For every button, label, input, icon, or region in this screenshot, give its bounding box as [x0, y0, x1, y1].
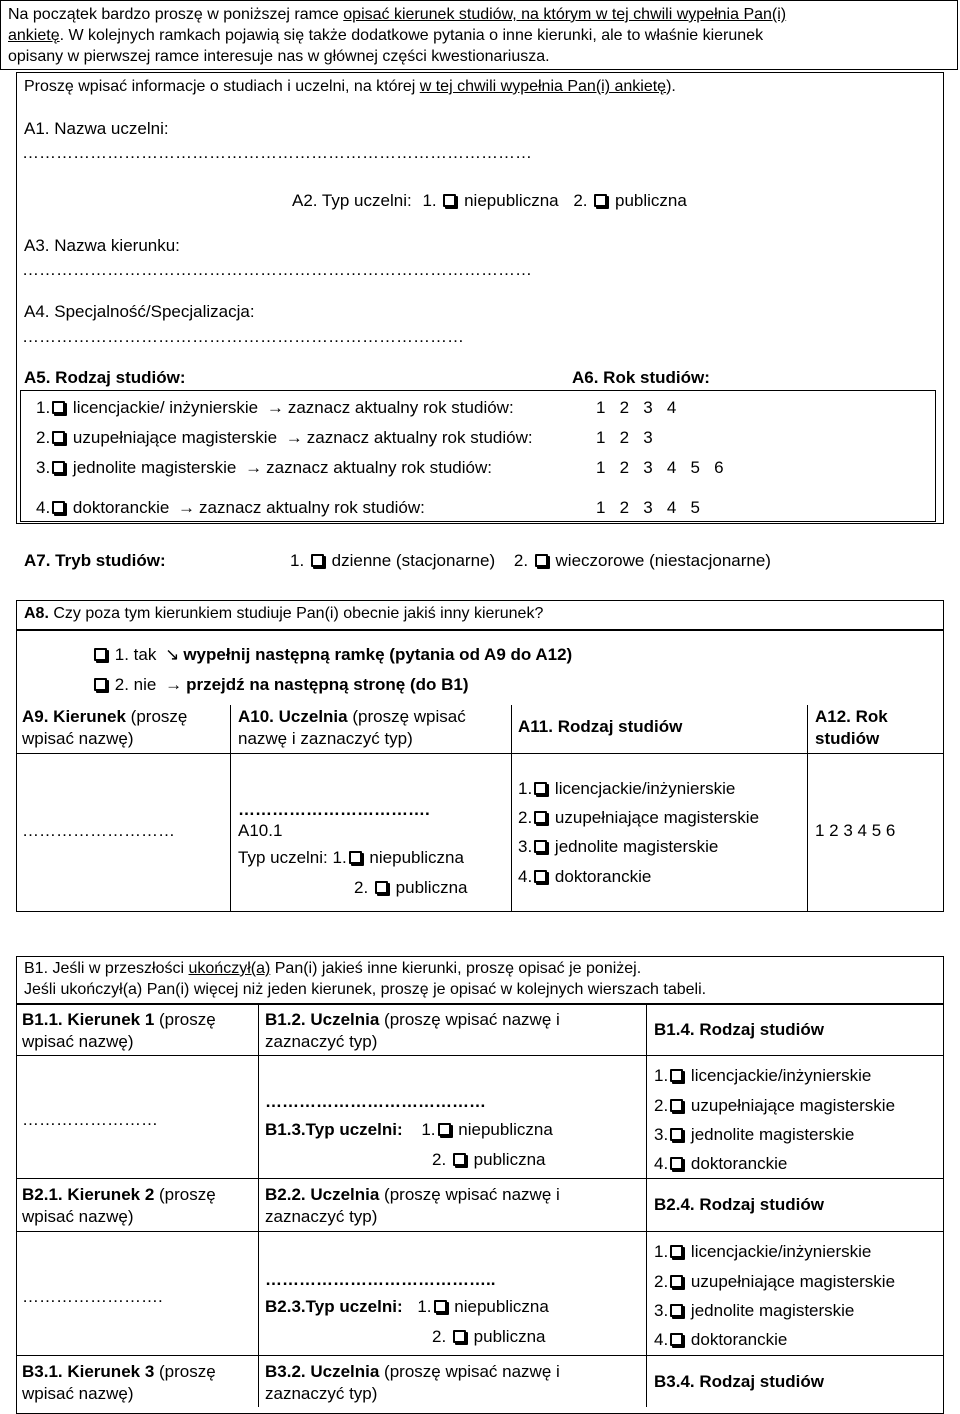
b2-study-opt-2	[654, 1272, 895, 1292]
a10-type-row	[238, 848, 464, 868]
study-type-row-1	[36, 398, 514, 418]
a2-opt1-num: 1.	[422, 191, 437, 210]
b2-kierunek-header	[22, 1184, 254, 1228]
a8-label: A8.	[24, 605, 49, 622]
b-row-divider-3	[16, 1231, 944, 1232]
b2-opt1-num: 1.	[417, 1297, 432, 1316]
a3-name-field[interactable]: ………………………………………………………………………………	[22, 260, 532, 279]
b1-study-num: 1.	[654, 1066, 669, 1085]
b2-study-num: 2.	[654, 1272, 669, 1291]
a11-opt-label: jednolite magisterskie	[554, 837, 719, 856]
b2-uczelnia-label: B2.2. Uczelnia	[265, 1185, 380, 1204]
a11-opt-4	[518, 867, 651, 887]
a11-opt-2	[518, 808, 759, 828]
study-type-num: 1.	[36, 398, 51, 417]
a8-opt1-instruction: wypełnij następną ramkę (pytania od A9 do A12)	[183, 645, 573, 664]
intro-underlined: opisać kierunek studiów, na którym w tej chwili wypełnia Pan(i)	[343, 6, 787, 23]
a10-header	[238, 706, 508, 750]
b1-study-opt-2	[654, 1096, 895, 1116]
b1-uczelnia-hint: (proszę wpisać nazwę i zaznaczyć typ)	[265, 1010, 560, 1051]
study-type-label: licencjackie/ inżynierskie	[72, 398, 259, 417]
a7-opt1-num: 1.	[290, 551, 305, 570]
a8-table-box	[16, 630, 944, 912]
b1-uczelnia-header	[265, 1009, 643, 1053]
b3-kierunek-label: B3.1. Kierunek 3	[22, 1362, 155, 1381]
a9-col-divider-1	[230, 705, 231, 912]
b1-checkbox-jednolite[interactable]	[670, 1128, 683, 1141]
study-years-row-1[interactable]: 1 2 3 4	[596, 398, 677, 417]
a9-label: A9. Kierunek	[22, 707, 126, 726]
b2-opt2-label: publiczna	[473, 1327, 546, 1346]
b-col-divider-1	[258, 1004, 259, 1407]
a11-opt-3	[518, 837, 718, 857]
a1-name-field[interactable]: ………………………………………………………………………………	[22, 143, 532, 162]
study-years-row-3[interactable]: 1 2 3 4 5 6	[596, 458, 724, 477]
a7-opt2-label: wieczorowe (niestacjonarne)	[555, 551, 771, 570]
a2-opt1-label: niepubliczna	[464, 191, 559, 210]
a11-num: 3.	[518, 837, 533, 856]
a8-checkbox-tak[interactable]	[94, 648, 107, 661]
a9-col-divider-2	[511, 705, 512, 912]
b1-kierunek-label: B1.1. Kierunek 1	[22, 1010, 155, 1029]
study-type-checkbox-doktoranckie[interactable]	[52, 501, 65, 514]
a10-checkbox-niepubliczna[interactable]	[349, 851, 362, 864]
instruction-text: Proszę wpisać informacje o studiach i uczelni, na której	[24, 78, 420, 95]
b2-study-label: licencjackie/inżynierskie	[690, 1242, 872, 1261]
b1-study-num: 3.	[654, 1125, 669, 1144]
a5-label: A5. Rodzaj studiów:	[24, 368, 186, 387]
a7-label: A7. Tryb studiów:	[24, 551, 166, 570]
a10-checkbox-publiczna[interactable]	[375, 881, 388, 894]
a8-opt2-instruction: przejdź na następną stronę (do B1)	[186, 675, 469, 694]
a7-opt2-num: 2.	[513, 551, 529, 570]
intro-text: Na początek bardzo proszę w poniższej ramce	[8, 6, 344, 23]
a10-1-label: A10.1	[238, 821, 283, 840]
study-type-num: 4.	[36, 498, 51, 517]
study-type-row-3	[36, 458, 492, 478]
arrow-right-icon: →	[285, 428, 303, 447]
a2-opt2-label: publiczna	[615, 191, 687, 210]
a9-header-divider	[16, 753, 944, 754]
a10-hint: (proszę wpisać nazwę i zaznaczyć typ)	[238, 707, 466, 748]
a6-label: A6. Rok studiów:	[572, 368, 710, 387]
b1-opt1-num: 1.	[421, 1120, 436, 1139]
a10-opt1-num: 1.	[332, 848, 347, 867]
b2-kierunek-label: B2.1. Kierunek 2	[22, 1185, 155, 1204]
b1-study-opt-3	[654, 1125, 854, 1145]
b2-study-num: 1.	[654, 1242, 669, 1261]
b2-opt2-num: 2.	[432, 1327, 447, 1346]
a10-opt2-label: publiczna	[395, 878, 468, 897]
b1-checkbox-doktoranckie[interactable]	[670, 1157, 683, 1170]
intro-text-2: . W kolejnych ramkach pojawią się także dodatkowe pytania o inne kierunki, ale to właśnie kierunek	[59, 27, 764, 44]
a9-name-field[interactable]: ………………………	[22, 821, 175, 840]
b1-opt1-label: niepubliczna	[458, 1120, 553, 1139]
b1-type-row	[265, 1120, 553, 1140]
b-row-divider-1	[16, 1055, 944, 1056]
b1-type-label: B1.3.Typ uczelni:	[265, 1120, 403, 1139]
arrow-right-icon: →	[245, 458, 263, 477]
a8-opt2-row	[92, 675, 469, 695]
b2-uczelnia-header	[265, 1184, 643, 1228]
study-type-checkbox-jednolite[interactable]	[52, 461, 65, 474]
a3-label: A3. Nazwa kierunku:	[24, 236, 180, 255]
a9-col-divider-3	[807, 705, 808, 912]
b2-opt1-label: niepubliczna	[454, 1297, 549, 1316]
b1-uczelnia-label: B1.2. Uczelnia	[265, 1010, 380, 1029]
a7-checkbox-dzienne[interactable]	[311, 554, 324, 567]
instruction-underlined: w tej chwili wypełnia Pan(i) ankietę	[419, 78, 667, 95]
b-row-divider-2	[16, 1178, 944, 1179]
b2-study-label: jednolite magisterskie	[690, 1301, 855, 1320]
b2-kierunek-hint: (proszę wpisać nazwę)	[22, 1185, 216, 1226]
b2-kierunek-field[interactable]: …………………….	[22, 1287, 163, 1306]
a2-opt2-num: 2.	[573, 191, 588, 210]
b1-rodzaj-header: B1.4. Rodzaj studiów	[654, 1020, 825, 1039]
study-years-row-2[interactable]: 1 2 3	[596, 428, 653, 447]
b2-rodzaj-header: B2.4. Rodzaj studiów	[654, 1195, 825, 1214]
a11-header: A11. Rodzaj studiów	[518, 717, 683, 736]
b-col-divider-2	[646, 1004, 647, 1407]
a11-num: 2.	[518, 808, 533, 827]
a10-name-field[interactable]: …………………………….	[238, 800, 430, 819]
a11-opt-label: doktoranckie	[554, 867, 652, 886]
a8-checkbox-nie[interactable]	[94, 678, 107, 691]
b1-kierunek-hint: (proszę wpisać nazwę)	[22, 1010, 216, 1051]
a10-type-row-2	[354, 878, 467, 898]
study-type-checkbox-licencjackie[interactable]	[52, 401, 65, 414]
b2-study-label: doktoranckie	[690, 1330, 788, 1349]
b1-opt2-num: 2.	[432, 1150, 447, 1169]
b1-underlined: ukończył(a)	[188, 960, 271, 977]
a10-label: A10. Uczelnia	[238, 707, 348, 726]
b1-text-end: Pan(i) jakieś inne kierunki, proszę opisać je poniżej.	[270, 960, 642, 977]
a11-checkbox-doktoranckie[interactable]	[534, 870, 547, 883]
a8-opt2-num: 2. nie	[114, 675, 157, 694]
a11-checkbox-jednolite[interactable]	[534, 840, 547, 853]
study-type-row-2	[36, 428, 533, 448]
a10-opt1-label: niepubliczna	[369, 848, 464, 867]
a10-type-label: Typ uczelni:	[238, 848, 328, 867]
a11-opt-label: licencjackie/inżynierskie	[554, 779, 736, 798]
a11-num: 4.	[518, 867, 533, 886]
a12-header: A12. Rok studiów	[815, 707, 888, 748]
a2-type-row	[292, 191, 687, 211]
b1-checkbox-publiczna[interactable]	[453, 1153, 466, 1166]
section-a-instruction	[24, 78, 676, 96]
b1-kierunek-header	[22, 1009, 254, 1053]
a7-options	[290, 551, 771, 571]
arrow-right-icon: →	[165, 675, 183, 694]
b3-uczelnia-header	[265, 1361, 643, 1405]
b3-kierunek-hint: (proszę wpisać nazwę)	[22, 1362, 216, 1403]
a11-opt-1	[518, 779, 735, 799]
a8-opt1-num: 1. tak	[114, 645, 157, 664]
b1-type-row-2	[432, 1150, 545, 1170]
b1-checkbox-licencjackie[interactable]	[670, 1069, 683, 1082]
arrow-right-icon: →	[178, 498, 196, 517]
b2-checkbox-publiczna[interactable]	[453, 1330, 466, 1343]
study-type-hint: zaznacz aktualny rok studiów:	[306, 428, 533, 447]
b2-study-opt-3	[654, 1301, 854, 1321]
b2-uczelnia-field[interactable]: …………………………………..	[265, 1270, 496, 1289]
intro-line-2	[8, 27, 763, 45]
study-type-row-4	[36, 498, 425, 518]
study-type-hint: zaznacz aktualny rok studiów:	[287, 398, 514, 417]
a9-header	[22, 706, 227, 750]
b1-kierunek-field[interactable]: ……………………	[22, 1110, 158, 1129]
study-type-hint: zaznacz aktualny rok studiów:	[199, 498, 425, 517]
a11-num: 1.	[518, 779, 533, 798]
b2-checkbox-niepubliczna[interactable]	[434, 1300, 447, 1313]
b3-kierunek-header	[22, 1361, 254, 1405]
a11-checkbox-licencjackie[interactable]	[534, 782, 547, 795]
b1-checkbox-uzupelniajace[interactable]	[670, 1099, 683, 1112]
a2-checkbox-niepubliczna[interactable]	[443, 194, 456, 207]
a7-opt1-label: dzienne (stacjonarne)	[331, 551, 496, 570]
b3-uczelnia-label: B3.2. Uczelnia	[265, 1362, 380, 1381]
study-type-num: 2.	[36, 428, 51, 447]
study-type-hint: zaznacz aktualny rok studiów:	[266, 458, 492, 477]
arrow-down-right-icon: ↘	[165, 645, 180, 664]
study-type-label: doktoranckie	[72, 498, 170, 517]
arrow-right-icon: →	[266, 398, 284, 417]
b1-study-label: jednolite magisterskie	[690, 1125, 855, 1144]
a8-question	[24, 605, 543, 623]
a11-checkbox-uzupelniajace[interactable]	[534, 811, 547, 824]
b1-intro-line-2: Jeśli ukończył(a) Pan(i) więcej niż jeden kierunek, proszę je opisać w kolejnych wierszach tabeli.	[24, 981, 707, 998]
b2-checkbox-licencjackie[interactable]	[670, 1245, 683, 1258]
b2-type-label: B2.3.Typ uczelni:	[265, 1297, 403, 1316]
a8-opt1-row	[92, 645, 572, 665]
b2-uczelnia-hint: (proszę wpisać nazwę i zaznaczyć typ)	[265, 1185, 560, 1226]
a2-label: A2. Typ uczelni:	[292, 191, 412, 210]
b2-checkbox-jednolite[interactable]	[670, 1304, 683, 1317]
b3-uczelnia-hint: (proszę wpisać nazwę i zaznaczyć typ)	[265, 1362, 560, 1403]
b1-opt2-label: publiczna	[473, 1150, 546, 1169]
b1-study-label: uzupełniające magisterskie	[690, 1096, 896, 1115]
a4-label: A4. Specjalność/Specjalizacja:	[24, 302, 255, 321]
intro-underlined-2: ankietę	[8, 27, 60, 44]
b2-checkbox-doktoranckie[interactable]	[670, 1333, 683, 1346]
a1-label: A1. Nazwa uczelni:	[24, 119, 169, 138]
a2-checkbox-publiczna[interactable]	[594, 194, 607, 207]
b2-type-row	[265, 1297, 549, 1317]
study-type-label: jednolite magisterskie	[72, 458, 237, 477]
b1-study-opt-4	[654, 1154, 787, 1174]
study-type-checkbox-uzupelniajace[interactable]	[52, 431, 65, 444]
a10-opt2-num: 2.	[354, 878, 369, 897]
b2-type-row-2	[432, 1327, 545, 1347]
a7-row	[24, 551, 166, 571]
b1-study-num: 2.	[654, 1096, 669, 1115]
b1-study-label: doktoranckie	[690, 1154, 788, 1173]
b1-intro-line-1	[24, 960, 641, 978]
b2-study-opt-4	[654, 1330, 787, 1350]
a8-text: Czy poza tym kierunkiem studiuje Pan(i) obecnie jakiś inny kierunek?	[48, 605, 544, 622]
b2-study-opt-1	[654, 1242, 871, 1262]
study-type-num: 3.	[36, 458, 51, 477]
b-row-divider-4	[16, 1355, 944, 1356]
b2-study-num: 4.	[654, 1330, 669, 1349]
intro-line-3: opisany w pierwszej ramce interesuje nas w głównej części kwestionariusza.	[8, 48, 550, 65]
a7-checkbox-wieczorowe[interactable]	[535, 554, 548, 567]
b2-study-num: 3.	[654, 1301, 669, 1320]
b1-text: B1. Jeśli w przeszłości	[24, 960, 189, 977]
intro-line-1	[8, 6, 786, 24]
b2-checkbox-uzupelniajace[interactable]	[670, 1275, 683, 1288]
b2-study-label: uzupełniające magisterskie	[690, 1272, 896, 1291]
b3-rodzaj-header: B3.4. Rodzaj studiów	[654, 1372, 825, 1391]
a11-opt-label: uzupełniające magisterskie	[554, 808, 760, 827]
study-type-label: uzupełniające magisterskie	[72, 428, 278, 447]
a9-hint: (proszę wpisać nazwę)	[22, 707, 188, 748]
b1-study-num: 4.	[654, 1154, 669, 1173]
b1-study-label: licencjackie/inżynierskie	[690, 1066, 872, 1085]
b1-study-opt-1	[654, 1066, 871, 1086]
a12-years[interactable]: 1 2 3 4 5 6	[815, 821, 896, 840]
a4-name-field[interactable]: ……………………………………………………………………	[22, 327, 464, 346]
study-years-row-4[interactable]: 1 2 3 4 5	[596, 498, 700, 517]
instruction-end: ).	[666, 78, 676, 95]
b1-uczelnia-field[interactable]: …………………………………	[265, 1092, 486, 1111]
b1-checkbox-niepubliczna[interactable]	[438, 1123, 451, 1136]
